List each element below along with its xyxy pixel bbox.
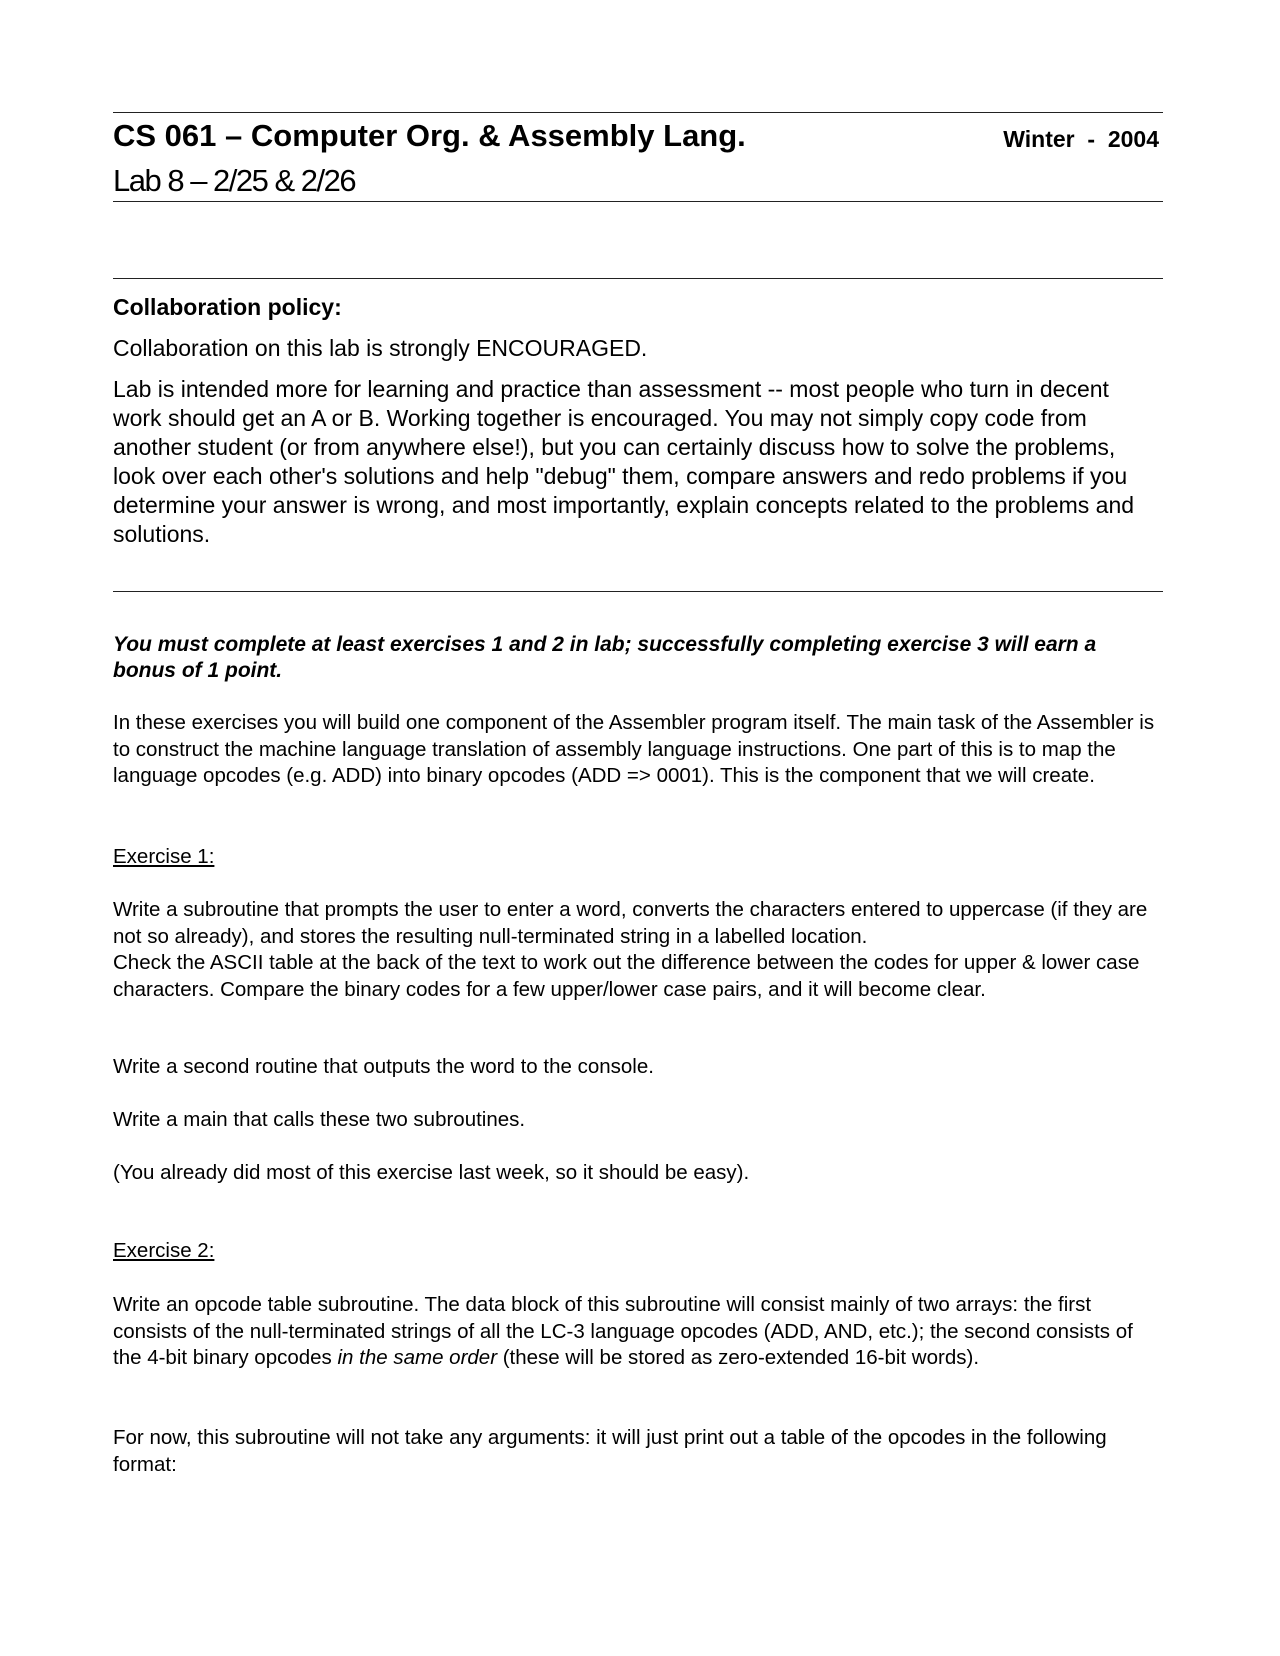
exercise-1-heading: Exercise 1:	[113, 845, 215, 868]
exercise-1-paragraph: Write a main that calls these two subroutines.	[113, 1108, 526, 1131]
exercise-2-heading: Exercise 2:	[113, 1239, 215, 1262]
exercise-1-paragraph: Write a second routine that outputs the word to the console.	[113, 1055, 654, 1078]
course-title: CS 061 – Computer Org. & Assembly Lang.	[113, 118, 746, 153]
requirement-note: You must complete at least exercises 1 and 2 in lab; successfully completing exercise 3 will earn a bonus of 1 point.	[113, 633, 1097, 682]
collaboration-paragraph: Lab is intended more for learning and practice than assessment -- most people who turn in decent work should get an A or B. Working together is encouraged. You may not simply copy code from another student (or from anywhere else!), but you can certainly discuss how to solve the problems, look over each other's solutions and help "debug" them, compare answers and redo problems if you determine your answer is wrong, and most importantly, explain concepts related to the problems and solutions.	[113, 376, 1135, 547]
exercise-2-text: Write an opcode table subroutine. The data block of this subroutine will consist mainly of two arrays: the first consists of the null-terminated strings of all the LC-3 language opcodes (ADD, AND, etc.); the second consists of the 4-bit binary opcodes	[113, 1293, 1133, 1369]
intro-paragraph: In these exercises you will build one component of the Assembler program itself. The main task of the Assembler is to construct the machine language translation of assembly language instructions. One part of this is to map the language opcodes (e.g. ADD) into binary opcodes (ADD => 0001). This is the component that we will create.	[113, 711, 1155, 787]
exercise-1-paragraph: (You already did most of this exercise last week, so it should be easy).	[113, 1161, 750, 1184]
exercise-1-paragraph	[113, 897, 1163, 1003]
exercise-1-text: Check the ASCII table at the back of the text to work out the difference between the codes for upper & lower case characters. Compare the binary codes for a few upper/lower case pairs, and it will become clear.	[113, 951, 1140, 1001]
collaboration-top-rule	[113, 278, 1163, 279]
exercise-2-paragraph: For now, this subroutine will not take any arguments: it will just print out a table of the opcodes in the following format:	[113, 1426, 1107, 1476]
exercise-2-emphasis: in the same order	[337, 1346, 498, 1369]
term-label: Winter - 2004	[1003, 126, 1159, 152]
collaboration-paragraph: Collaboration on this lab is strongly ENCOURAGED.	[113, 335, 648, 361]
lab-title: Lab 8 – 2/25 & 2/26	[113, 163, 356, 198]
exercise-2-paragraph	[113, 1292, 1163, 1372]
exercise-1-text: Write a subroutine that prompts the user to enter a word, converts the characters entered to uppercase (if they are not so already), and stores the resulting null-terminated string in a labelled location.	[113, 898, 1148, 948]
header-bottom-rule	[113, 201, 1163, 202]
collaboration-bottom-rule	[113, 591, 1163, 592]
header-top-rule	[113, 112, 1163, 113]
exercise-2-text: (these will be stored as zero-extended 16-bit words).	[497, 1346, 980, 1369]
collaboration-heading: Collaboration policy:	[113, 294, 342, 320]
